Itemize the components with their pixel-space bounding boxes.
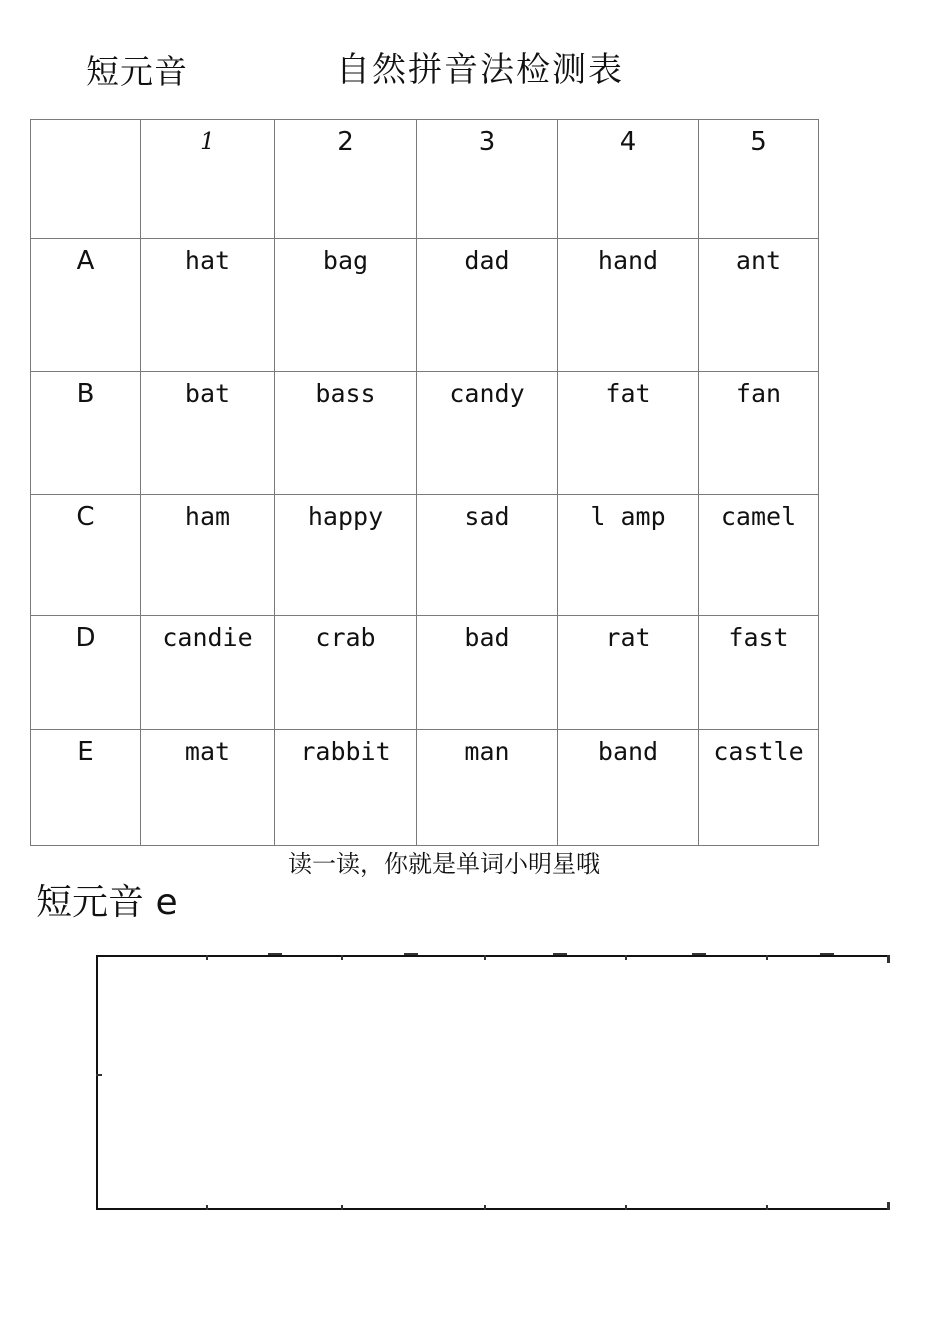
word-cell: bass [275, 372, 417, 495]
column-tick [484, 1205, 486, 1210]
word-cell: happy [275, 495, 417, 616]
row-tick [96, 1074, 102, 1076]
word-cell: fan [699, 372, 819, 495]
word-cell: sad [417, 495, 558, 616]
word-cell: bag [275, 239, 417, 372]
column-header: 5 [699, 120, 819, 239]
word-cell: man [417, 730, 558, 846]
cropped-glyph-mark [553, 953, 567, 958]
word-cell: candie [141, 616, 275, 730]
word-cell: hand [558, 239, 699, 372]
column-tick [484, 955, 486, 960]
frame-edge-mark [887, 955, 890, 963]
phonics-check-table [30, 119, 819, 846]
table-row [31, 616, 819, 730]
row-label: D [31, 616, 141, 730]
word-cell: mat [141, 730, 275, 846]
row-label: A [31, 239, 141, 372]
column-tick [766, 1205, 768, 1210]
empty-table-frame [96, 955, 888, 1210]
word-cell: ham [141, 495, 275, 616]
table-row [31, 372, 819, 495]
word-cell: ant [699, 239, 819, 372]
column-header: 2 [275, 120, 417, 239]
frame-edge-mark [887, 1202, 890, 1210]
table-corner-cell [31, 120, 141, 239]
word-cell: rabbit [275, 730, 417, 846]
table-header-row [31, 120, 819, 239]
table-row [31, 239, 819, 372]
column-tick [341, 955, 343, 960]
word-cell: fast [699, 616, 819, 730]
section-label-short-vowel: 短元音 [86, 52, 188, 86]
word-cell: bat [141, 372, 275, 495]
word-cell: bad [417, 616, 558, 730]
word-cell: crab [275, 616, 417, 730]
word-cell: fat [558, 372, 699, 495]
row-label: B [31, 372, 141, 495]
word-cell: candy [417, 372, 558, 495]
column-tick [206, 1205, 208, 1210]
word-cell: castle [699, 730, 819, 846]
word-cell: dad [417, 239, 558, 372]
column-tick [206, 955, 208, 960]
word-cell: rat [558, 616, 699, 730]
table-row [31, 730, 819, 846]
encouragement-note: 读一读，你就是单词小明星哦 [288, 850, 600, 878]
column-tick [625, 955, 627, 960]
column-tick [341, 1205, 343, 1210]
cropped-glyph-mark [404, 953, 418, 958]
row-label: E [31, 730, 141, 846]
table-row [31, 495, 819, 616]
document-title: 自然拼音法检测表 [336, 50, 624, 90]
column-header: 3 [417, 120, 558, 239]
row-label: C [31, 495, 141, 616]
column-header: 4 [558, 120, 699, 239]
column-header: 1 [141, 120, 275, 239]
column-tick [625, 1205, 627, 1210]
word-cell: band [558, 730, 699, 846]
cropped-glyph-mark [820, 953, 834, 958]
section-label-short-vowel-e: 短元音 e [36, 882, 178, 923]
column-tick [766, 955, 768, 960]
word-cell: l amp [558, 495, 699, 616]
word-cell: camel [699, 495, 819, 616]
cropped-glyph-mark [268, 953, 282, 958]
word-cell: hat [141, 239, 275, 372]
cropped-glyph-mark [692, 953, 706, 958]
